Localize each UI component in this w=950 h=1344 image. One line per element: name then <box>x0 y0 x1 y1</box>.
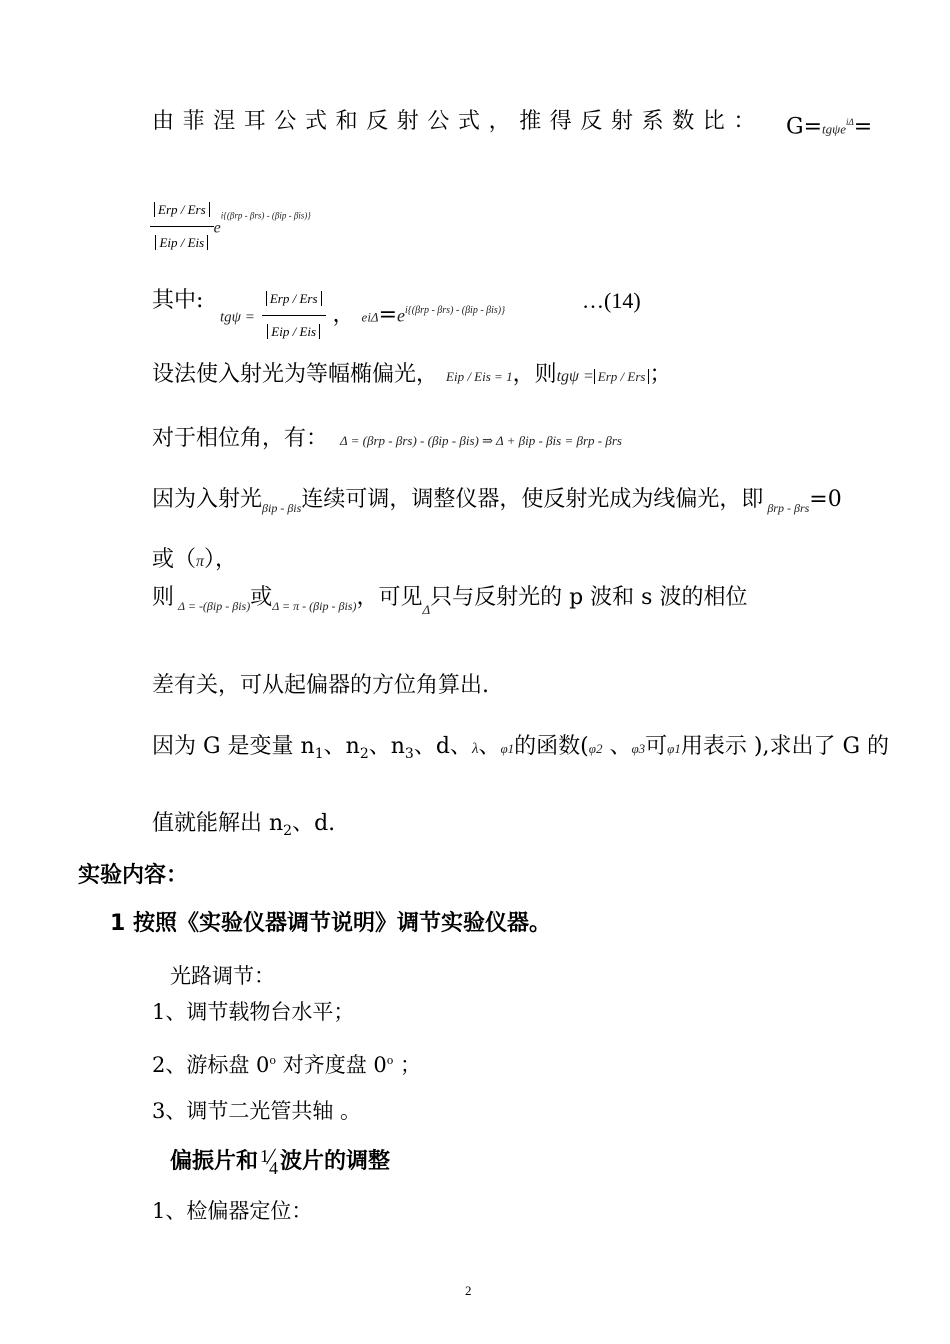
paragraph-solve: 值就能解出 $n_2$、d. <box>152 811 336 839</box>
g-equals: G= <box>786 114 823 140</box>
analyzer-positioning: 1、检偏器定位： <box>152 1199 313 1223</box>
paragraph-or-pi: 或（π）， <box>152 547 238 572</box>
g-exponent: iΔ <box>845 117 854 127</box>
page-number: 2 <box>465 1283 472 1298</box>
definition-label: 其中: <box>152 288 204 313</box>
exp-base: e <box>397 305 405 326</box>
tgpsi-label: tgψ = <box>220 309 255 326</box>
paragraph-phase-angle: 对于相位角，有： Δ = (βrp - βrs) - (βip - βis) ⇒ Δ + βip - βis = βrp - βrs <box>152 426 622 451</box>
amplitude-ratio-fraction <box>150 196 214 257</box>
paragraph-phase-difference: 差有关，可从起偏器的方位角算出. <box>152 673 489 698</box>
quarter-fraction: 1 4 <box>260 1146 279 1178</box>
fraction-numerator: Erp / Ers <box>154 202 210 217</box>
optical-item-3: 3、调节二光管共轴 。 <box>152 1099 362 1123</box>
optical-item-1: 1、调节载物台水平； <box>152 1000 355 1024</box>
g-expression: tgψe <box>822 121 846 137</box>
paragraph-reflection-ratio <box>152 108 764 136</box>
paragraph-delta-relation: 则 $_{\Delta = -(\beta ip - \beta is)}$或$_{\Delta = \pi - (\beta ip - \beta is)}$，可见$_\Delta$只与反射光的 p 波和 s 波的相位 <box>152 585 748 617</box>
definition-line <box>152 287 203 315</box>
paragraph-text: 由菲涅耳公式和反射公式，推得反射系数比： <box>152 109 765 134</box>
optical-item-2: 2、游标盘 0$^o$ 对齐度盘 0$^o$ ； <box>152 1053 422 1077</box>
equals: = <box>378 302 397 328</box>
optical-path-title: 光路调节： <box>170 964 275 988</box>
exp-power: i{(βrp - βrs) - (βip - βis)} <box>220 210 311 221</box>
g-tail: = <box>853 114 873 140</box>
paragraph-linear-polarization: 因为入射光$_{\beta ip - \beta is}$连续可调，调整仪器，使反射光成为线偏光，即 $_{\beta rp - \beta rs}$=0 <box>152 487 842 515</box>
e-i-delta: eiΔ <box>361 309 379 325</box>
formula-fraction <box>150 196 311 257</box>
step-1-heading: 1 按照《实验仪器调节说明》调节实验仪器。 <box>110 911 551 936</box>
phase-equation: Δ = (βrp - βrs) - (βip - βis) ⇒ Δ + βip - βis = βrp - βrs <box>340 433 622 448</box>
equation-number: …(14) <box>582 288 641 313</box>
exp-base: e <box>213 219 221 237</box>
exp-power: i{(βrp - βrs) - (βip - βis)} <box>405 305 506 317</box>
paragraph-equal-amplitude: 设法使入射光为等幅椭偏光， Eip / Eis = 1，则tgψ = Erp / Ers ； <box>152 362 672 387</box>
tgpsi-formula <box>220 285 505 346</box>
polarizer-heading: 偏振片和 1 4 波片的调整 <box>170 1146 391 1178</box>
paragraph-g-function: 因为 G 是变量 $n_1$、$n_2$、$n_3$、d、λ、φ1的函数(φ2 、φ3可φ1用表示 ),求出了 G 的 <box>152 734 890 762</box>
section-heading: 实验内容： <box>78 863 189 888</box>
tgpsi-fraction: $\frac{\text{Erp / Ers}}{\text{Eip / Eis}}$ <box>262 285 326 346</box>
fraction-denominator: Eip / Eis <box>155 235 208 250</box>
g-equation <box>786 108 872 143</box>
comma: ， <box>332 302 355 328</box>
